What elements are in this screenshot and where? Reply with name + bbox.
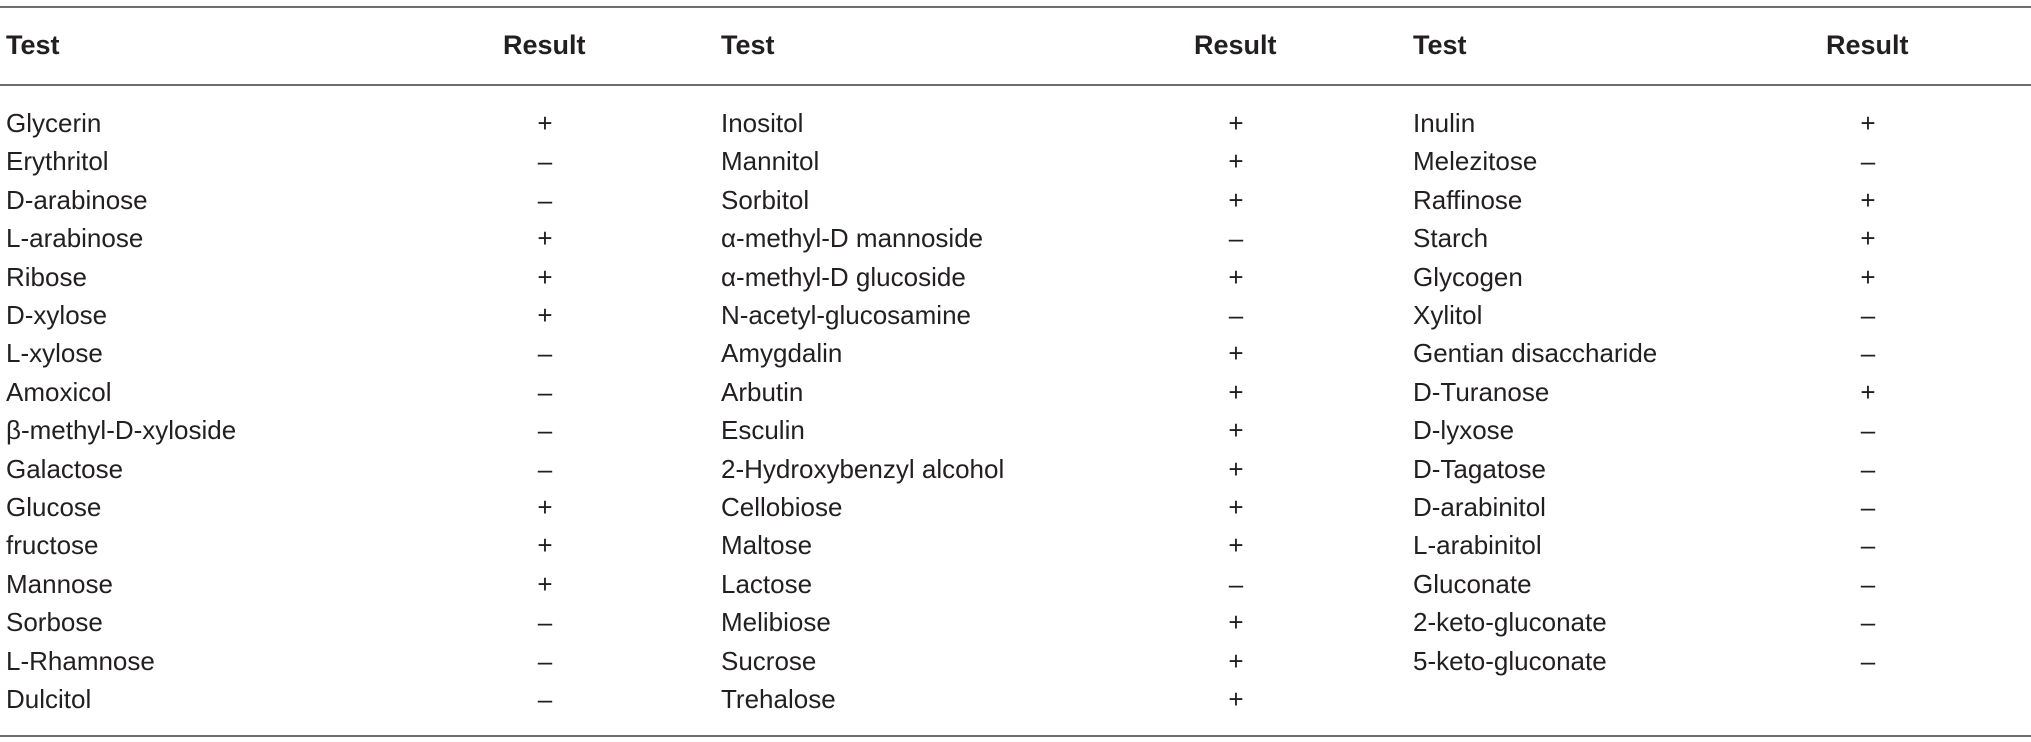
result-cell: +	[1228, 645, 1244, 676]
test-name-cell: 2-Hydroxybenzyl alcohol	[721, 453, 1005, 484]
test-name-cell: Arbutin	[721, 376, 804, 407]
test-name-cell: Melibiose	[721, 607, 831, 638]
test-name-cell: D-xylose	[6, 300, 108, 330]
result-cell: +	[1228, 492, 1244, 522]
test-name-cell: Inositol	[721, 108, 804, 138]
result-cell: +	[537, 261, 553, 292]
test-name-cell: D-arabinose	[6, 184, 148, 215]
test-name-cell: Sorbitol	[721, 184, 810, 215]
test-name-cell: L-Rhamnose	[6, 645, 155, 676]
test-name-cell: 2-keto-gluconate	[1413, 607, 1607, 638]
result-cell: +	[1860, 184, 1876, 215]
test-name-cell: Mannose	[6, 568, 113, 599]
table-row	[0, 411, 2031, 449]
result-cell: –	[537, 184, 553, 215]
test-name-cell: N-acetyl-glucosamine	[721, 300, 971, 330]
table-row	[0, 565, 2031, 603]
test-name-cell: Lactose	[721, 568, 813, 599]
result-cell: +	[1228, 108, 1244, 138]
table-row	[0, 104, 2031, 142]
test-name-cell: L-xylose	[6, 338, 103, 369]
test-name-cell: fructose	[6, 530, 99, 561]
result-cell: –	[1860, 530, 1876, 561]
table-row	[0, 526, 2031, 564]
result-cell: –	[1860, 300, 1876, 330]
test-name-cell: Glucose	[6, 492, 102, 522]
result-cell: –	[1860, 338, 1876, 369]
result-cell: +	[1860, 223, 1876, 254]
table-row	[0, 450, 2031, 488]
result-cell: +	[1228, 453, 1244, 484]
header-test-3: Test	[1413, 30, 1467, 60]
result-cell: +	[537, 530, 553, 561]
result-cell: +	[1860, 261, 1876, 292]
result-cell: +	[1228, 338, 1244, 369]
result-cell: +	[537, 108, 553, 138]
result-cell: –	[537, 453, 553, 484]
header-rule	[0, 84, 2031, 86]
result-cell: –	[1860, 568, 1876, 599]
table-row	[0, 642, 2031, 680]
result-cell: +	[1228, 261, 1244, 292]
result-cell: +	[1860, 108, 1876, 138]
result-cell: –	[1860, 453, 1876, 484]
test-name-cell: Galactose	[6, 453, 124, 484]
result-cell: –	[537, 684, 553, 714]
result-cell: –	[1860, 492, 1876, 522]
table-row	[0, 373, 2031, 411]
table-row	[0, 142, 2031, 180]
test-name-cell: L-arabinitol	[1413, 530, 1542, 561]
test-name-cell: Cellobiose	[721, 492, 843, 522]
test-name-cell: D-lyxose	[1413, 415, 1515, 446]
test-name-cell: Raffinose	[1413, 184, 1523, 215]
test-name-cell: Mannitol	[721, 146, 820, 177]
result-cell: +	[1228, 530, 1244, 561]
result-cell: +	[537, 492, 553, 522]
test-name-cell: Ribose	[6, 261, 87, 292]
table-row	[0, 258, 2031, 296]
result-cell: +	[537, 568, 553, 599]
result-cell: +	[1228, 684, 1244, 714]
test-name-cell: Erythritol	[6, 146, 109, 177]
test-name-cell: Sorbose	[6, 607, 103, 638]
test-name-cell: α-methyl-D mannoside	[721, 223, 984, 254]
result-cell: +	[1228, 415, 1244, 446]
result-cell: +	[1228, 146, 1244, 177]
test-name-cell: Amoxicol	[6, 376, 112, 407]
result-cell: +	[537, 300, 553, 330]
table-header	[0, 24, 2031, 68]
result-cell: –	[537, 338, 553, 369]
result-cell: +	[1228, 607, 1244, 638]
test-name-cell: Trehalose	[721, 684, 836, 714]
result-cell: –	[537, 146, 553, 177]
test-name-cell: 5-keto-gluconate	[1413, 645, 1607, 676]
test-name-cell: Starch	[1413, 223, 1489, 254]
result-cell: –	[1860, 645, 1876, 676]
test-name-cell: Esculin	[721, 415, 805, 446]
result-cell: –	[1228, 223, 1244, 254]
result-cell: –	[1228, 300, 1244, 330]
test-name-cell: Amygdalin	[721, 338, 843, 369]
test-name-cell: Gentian disaccharide	[1413, 338, 1658, 369]
result-cell: +	[1228, 184, 1244, 215]
result-cell: –	[1860, 415, 1876, 446]
test-name-cell: Sucrose	[721, 645, 817, 676]
test-name-cell: Dulcitol	[6, 684, 92, 714]
test-name-cell: Melezitose	[1413, 146, 1538, 177]
test-name-cell: L-arabinose	[6, 223, 144, 254]
test-name-cell: Inulin	[1413, 108, 1476, 138]
test-name-cell: Glycerin	[6, 108, 102, 138]
header-result-3: Result	[1826, 30, 1909, 60]
test-name-cell: D-Tagatose	[1413, 453, 1546, 484]
test-name-cell: β-methyl-D-xyloside	[6, 415, 237, 446]
test-name-cell: D-Turanose	[1413, 376, 1550, 407]
table-row	[0, 680, 2031, 718]
result-cell: –	[1860, 607, 1876, 638]
test-name-cell: Glycogen	[1413, 261, 1523, 292]
table-row	[0, 219, 2031, 257]
table-row	[0, 334, 2031, 372]
test-name-cell: Xylitol	[1413, 300, 1483, 330]
table-row	[0, 488, 2031, 526]
table-bottom-rule	[0, 735, 2031, 737]
result-cell: –	[1860, 146, 1876, 177]
table-row	[0, 181, 2031, 219]
header-result-2: Result	[1194, 30, 1277, 60]
test-name-cell: D-arabinitol	[1413, 492, 1546, 522]
result-cell: +	[1860, 376, 1876, 407]
result-cell: –	[1228, 568, 1244, 599]
result-cell: –	[537, 607, 553, 638]
test-name-cell: Maltose	[721, 530, 813, 561]
result-cell: +	[537, 223, 553, 254]
result-cell: +	[1228, 376, 1244, 407]
result-cell: –	[537, 415, 553, 446]
header-test-1: Test	[6, 30, 60, 60]
test-name-cell: Gluconate	[1413, 568, 1532, 599]
result-cell: –	[537, 376, 553, 407]
table-top-rule	[0, 6, 2031, 8]
header-result-1: Result	[503, 30, 586, 60]
table-row	[0, 603, 2031, 641]
header-test-2: Test	[721, 30, 775, 60]
test-name-cell: α-methyl-D glucoside	[721, 261, 966, 292]
table-row	[0, 296, 2031, 334]
result-cell: –	[537, 645, 553, 676]
